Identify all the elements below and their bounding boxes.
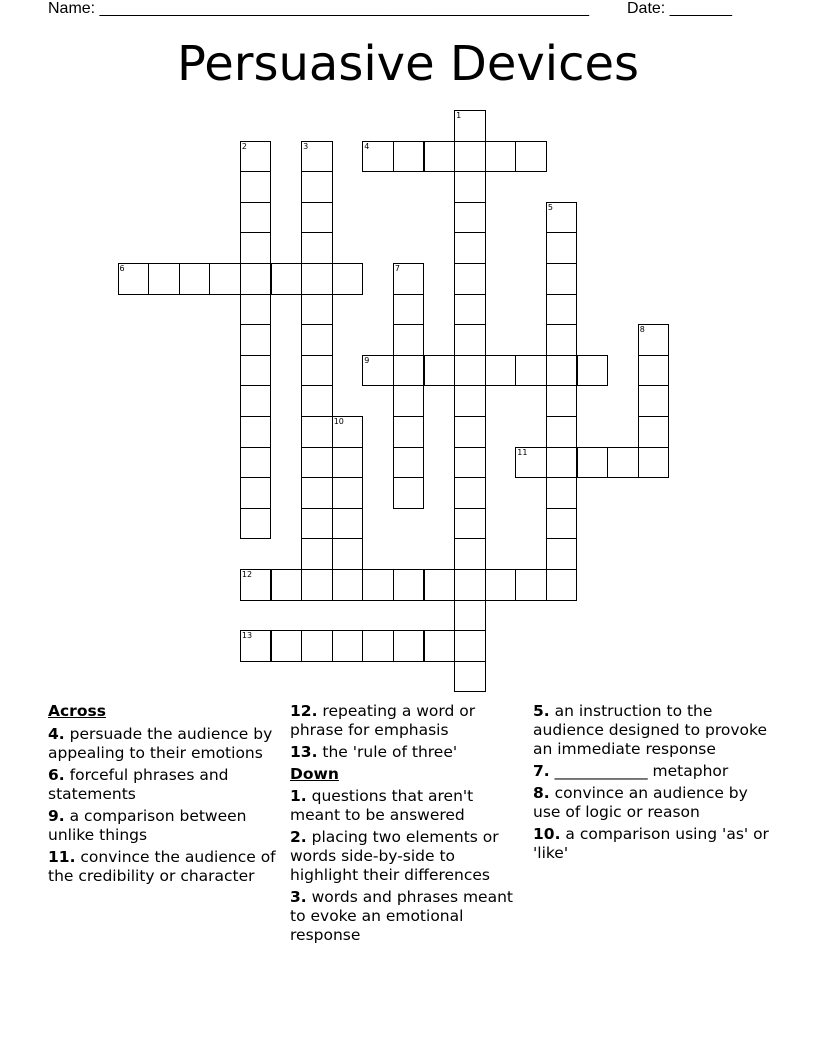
across-heading: Across [48,702,106,720]
grid-cell[interactable] [393,324,425,356]
clue-item-text: forceful phrases and statements [48,766,229,803]
clue-item-text: repeating a word or phrase for emphasis [290,702,476,739]
grid-cell[interactable] [546,569,578,601]
grid-cell[interactable] [362,630,394,662]
grid-cell[interactable] [454,600,486,632]
grid-cell[interactable] [546,477,578,509]
grid-cell[interactable] [118,263,150,295]
grid-cell[interactable] [362,569,394,601]
grid-cell[interactable] [546,508,578,540]
grid-cell[interactable] [393,416,425,448]
clue-number: 4 [364,141,370,151]
grid-cell[interactable] [240,508,272,540]
grid-cell[interactable] [301,263,333,295]
grid-cell[interactable] [577,355,609,387]
grid-cell[interactable] [485,569,517,601]
grid-cell[interactable] [393,263,425,295]
clue-item-number: 10. [533,825,561,843]
clue-item [290,702,528,740]
grid-cell[interactable] [332,447,364,479]
clue-number: 10 [333,417,344,426]
grid-cell[interactable] [209,263,241,295]
grid-cell[interactable] [454,661,486,693]
grid-cell[interactable] [362,355,394,387]
clue-item [48,807,286,845]
grid-cell[interactable] [301,141,333,173]
grid-cell[interactable] [454,569,486,601]
grid-cell[interactable] [638,447,670,479]
grid-cell[interactable] [454,324,486,356]
grid-cell[interactable] [393,294,425,326]
grid-cell[interactable] [638,416,670,448]
grid-cell[interactable] [240,385,272,417]
clue-number: 1 [456,111,462,120]
grid-cell[interactable] [393,385,425,417]
grid-cell[interactable] [271,630,303,662]
grid-cell[interactable] [546,538,578,570]
clue-item [533,762,771,781]
clue-item-number: 11. [48,848,76,866]
clue-item-number: 5. [533,702,550,720]
grid-cell[interactable] [240,263,272,295]
grid-cell[interactable] [301,477,333,509]
grid-cell[interactable] [240,447,272,479]
grid-cell[interactable] [393,141,425,173]
grid-cell[interactable] [301,508,333,540]
clue-item [533,784,771,822]
clue-item-number: 2. [290,828,307,846]
clue-item-number: 13. [290,743,318,761]
clue-item [290,828,528,885]
grid-cell[interactable] [362,141,394,173]
grid-cell[interactable] [546,232,578,264]
clue-item-text: convince an audience by use of logic or reason [533,784,748,821]
clue-number: 8 [639,325,645,335]
clue-item [48,725,286,763]
clue-number: 11 [517,447,528,457]
grid-cell[interactable] [454,232,486,264]
clue-item [290,888,528,945]
clue-item-text: placing two elements or words side-by-side to highlight their differences [290,828,499,884]
grid-cell[interactable] [332,538,364,570]
grid-cell[interactable] [240,477,272,509]
grid-cell[interactable] [638,324,670,356]
grid-cell[interactable] [607,447,639,479]
grid-cell[interactable] [301,630,333,662]
grid-cell[interactable] [546,385,578,417]
grid-cell[interactable] [301,232,333,264]
clue-item-text: the 'rule of three' [322,743,458,761]
grid-cell[interactable] [515,569,547,601]
clue-number: 2 [241,141,247,151]
grid-cell[interactable] [454,477,486,509]
grid-cell[interactable] [454,355,486,387]
grid-cell[interactable] [393,569,425,601]
clues-column-3 [533,702,771,866]
grid-cell[interactable] [454,385,486,417]
clues-column-2 [290,702,528,948]
clue-number: 12 [241,570,253,579]
clue-item-number: 4. [48,725,65,743]
grid-cell[interactable] [271,263,303,295]
clue-item-text: a comparison between unlike things [48,807,247,844]
grid-cell[interactable] [546,355,578,387]
grid-cell[interactable] [301,538,333,570]
grid-cell[interactable] [577,447,609,479]
grid-cell[interactable] [393,355,425,387]
clue-item [290,743,528,762]
grid-cell[interactable] [271,569,303,601]
grid-cell[interactable] [240,294,272,326]
grid-cell[interactable] [454,263,486,295]
grid-cell[interactable] [179,263,211,295]
grid-cell[interactable] [240,202,272,234]
grid-cell[interactable] [301,202,333,234]
grid-cell[interactable] [332,508,364,540]
grid-cell[interactable] [393,447,425,479]
page-title: Persuasive Devices [176,36,640,92]
grid-cell[interactable] [301,569,333,601]
grid-cell[interactable] [332,263,364,295]
clue-item-number: 3. [290,888,307,906]
grid-cell[interactable] [638,355,670,387]
clue-item [290,787,528,825]
grid-cell[interactable] [454,171,486,203]
grid-cell[interactable] [240,569,272,601]
grid-cell[interactable] [546,263,578,295]
clue-item-number: 7. [533,762,550,780]
grid-cell[interactable] [424,569,456,601]
grid-cell[interactable] [240,630,272,662]
grid-cell[interactable] [301,324,333,356]
grid-cell[interactable] [240,324,272,356]
grid-cell[interactable] [485,355,517,387]
clue-item-number: 9. [48,807,65,825]
grid-cell[interactable] [301,355,333,387]
grid-cell[interactable] [301,171,333,203]
clue-item-number: 1. [290,787,307,805]
grid-cell[interactable] [485,141,517,173]
grid-cell[interactable] [393,477,425,509]
clue-number: 5 [547,202,553,212]
grid-cell[interactable] [393,630,425,662]
grid-cell[interactable] [546,416,578,448]
grid-cell[interactable] [515,141,547,173]
clue-item-number: 6. [48,766,65,784]
grid-cell[interactable] [454,202,486,234]
clue-number: 6 [119,264,125,273]
grid-cell[interactable] [301,416,333,448]
clue-number: 7 [394,264,400,273]
grid-cell[interactable] [454,141,486,173]
name-line: _______________________________________________________ [99,0,589,17]
grid-cell[interactable] [424,355,456,387]
grid-cell[interactable] [546,202,578,234]
grid-cell[interactable] [454,294,486,326]
date-line: _______ [669,0,732,17]
clue-item [533,825,771,863]
grid-cell[interactable] [638,385,670,417]
grid-cell[interactable] [546,447,578,479]
grid-cell[interactable] [454,630,486,662]
grid-cell[interactable] [240,232,272,264]
grid-cell[interactable] [424,630,456,662]
clue-item-text: a comparison using 'as' or 'like' [533,825,769,862]
clue-item-text: an instruction to the audience designed to provoke an immediate response [533,702,767,758]
grid-cell[interactable] [240,141,272,173]
grid-cell[interactable] [332,630,364,662]
clue-number: 13 [241,631,253,641]
grid-cell[interactable] [301,294,333,326]
date-label: Date: [627,0,666,17]
grid-cell[interactable] [240,355,272,387]
clue-number: 9 [364,355,370,365]
grid-cell[interactable] [454,416,486,448]
grid-cell[interactable] [301,385,333,417]
clue-item-text: questions that aren't meant to be answered [290,787,474,824]
grid-cell[interactable] [240,416,272,448]
clue-item-text: persuade the audience by appealing to their emotions [48,725,273,762]
clue-item-text: words and phrases meant to evoke an emotional response [290,888,513,944]
grid-cell[interactable] [515,447,547,479]
down-heading: Down [290,765,339,783]
name-label: Name: [48,0,96,17]
grid-cell[interactable] [454,508,486,540]
grid-cell[interactable] [546,324,578,356]
grid-cell[interactable] [301,447,333,479]
clue-item [533,702,771,759]
grid-cell[interactable] [454,538,486,570]
clue-item-number: 8. [533,784,550,802]
grid-cell[interactable] [454,447,486,479]
clue-item [48,848,286,886]
grid-cell[interactable] [332,477,364,509]
clue-item-text: convince the audience of the credibility or character [48,848,276,885]
grid-cell[interactable] [332,416,364,448]
grid-cell[interactable] [240,171,272,203]
clue-item-text: ____________ metaphor [554,762,729,780]
grid-cell[interactable] [454,110,486,142]
grid-cell[interactable] [424,141,456,173]
clues-column-1 [48,702,286,889]
clue-item-number: 12. [290,702,318,720]
grid-cell[interactable] [148,263,180,295]
clue-number: 3 [303,141,309,151]
grid-cell[interactable] [515,355,547,387]
grid-cell[interactable] [332,569,364,601]
clue-item [48,766,286,804]
grid-cell[interactable] [546,294,578,326]
